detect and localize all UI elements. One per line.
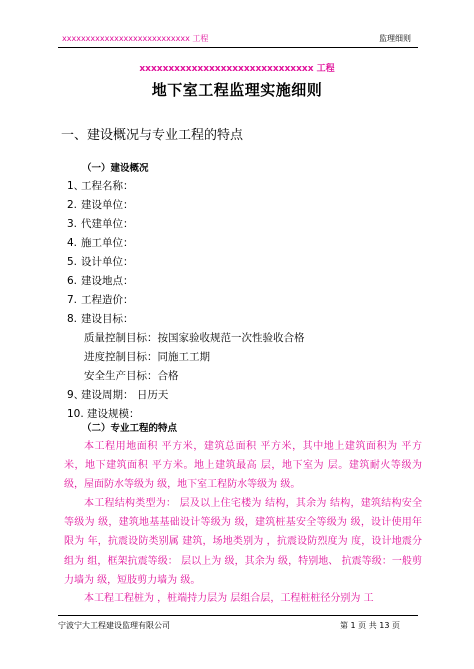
item-label: 工程造价： xyxy=(81,294,134,306)
subsection-heading-1: （一）建设概况 xyxy=(82,163,149,174)
paragraph-structure-features: 本工程结构类型为： 层及以上住宅楼为 结构，其余为 结构，建筑结构安全等级为 级，建筑地基基础设计等级为 级，建筑桩基安全等级为 级，设计使用年限为 年，抗震设防类别属 建筑，场地类别为 ，抗震设防烈度为 度，设计地震分组为 组，框架抗震等级： 层以上为 级，其余为 级，特别地、 抗震等级：一般剪力墙为 级，短肢剪力墙为 级。 xyxy=(64,498,422,586)
item-number: 5. xyxy=(67,256,78,268)
item-number: 3. xyxy=(67,218,78,230)
paragraph-building-features: 本工程用地面积 平方米，建筑总面积 平方米，其中地上建筑面积为 平方米，地下建筑面积 平方米。地上建筑最高 层，地下室为 层。建筑耐火等级为 级，屋面防水等级为 级，地下室工程防水等级为 级。 xyxy=(64,441,422,491)
list-item xyxy=(67,311,134,326)
list-item xyxy=(67,292,134,307)
item-number: 10. xyxy=(67,408,84,420)
item-label: 建设周期： 日历天 xyxy=(81,389,169,401)
list-item xyxy=(67,273,134,288)
list-item xyxy=(67,197,134,212)
list-item xyxy=(67,178,134,193)
list-item xyxy=(67,406,140,421)
header-rule xyxy=(58,47,418,48)
item-number: 4. xyxy=(67,237,78,249)
item-label: 建设规模： xyxy=(87,408,140,420)
list-item xyxy=(67,387,168,402)
paragraph-pile-features: 本工程工程桩为 ，桩端持力层为 层组合层，工程桩桩径分别为 工 xyxy=(84,593,374,604)
item-number: 1、 xyxy=(67,180,85,192)
document-title: 地下室工程监理实施细则 xyxy=(151,81,323,99)
item-label: 设计单位： xyxy=(81,256,134,268)
section-heading-1: 一、建设概况与专业工程的特点 xyxy=(61,128,244,143)
item-label: 建设目标： xyxy=(81,313,134,325)
footer-company: 宁波宁大工程建设监理有限公司 xyxy=(58,621,170,630)
footer-rule xyxy=(58,615,418,616)
item-number: 6. xyxy=(67,275,78,287)
item-label: 建设地点： xyxy=(81,275,134,287)
footer-page-number: 第 1 页 共 13 页 xyxy=(340,621,400,630)
item-number: 9、 xyxy=(67,389,85,401)
list-item xyxy=(67,254,134,269)
quality-target: 质量控制目标：按国家验收规范一次性验收合格 xyxy=(84,332,305,344)
safety-target: 安全生产目标：合格 xyxy=(84,370,179,382)
header-doc-type: 监理细则 xyxy=(379,34,411,43)
item-label: 工程名称： xyxy=(81,180,134,192)
project-title: xxxxxxxxxxxxxxxxxxxxxxxxxxxxxx 工程 xyxy=(139,64,335,74)
item-label: 代建单位： xyxy=(81,218,134,230)
item-number: 8. xyxy=(67,313,78,325)
header-project-name: xxxxxxxxxxxxxxxxxxxxxxxxxxx 工程 xyxy=(62,34,209,43)
item-label: 施工单位： xyxy=(81,237,134,249)
schedule-target: 进度控制目标：同施工工期 xyxy=(84,351,210,363)
list-item xyxy=(67,235,134,250)
list-item xyxy=(67,216,134,231)
item-label: 建设单位： xyxy=(81,199,134,211)
item-number: 2. xyxy=(67,199,78,211)
item-number: 7. xyxy=(67,294,78,306)
subsection-heading-2: （二）专业工程的特点 xyxy=(82,423,178,434)
